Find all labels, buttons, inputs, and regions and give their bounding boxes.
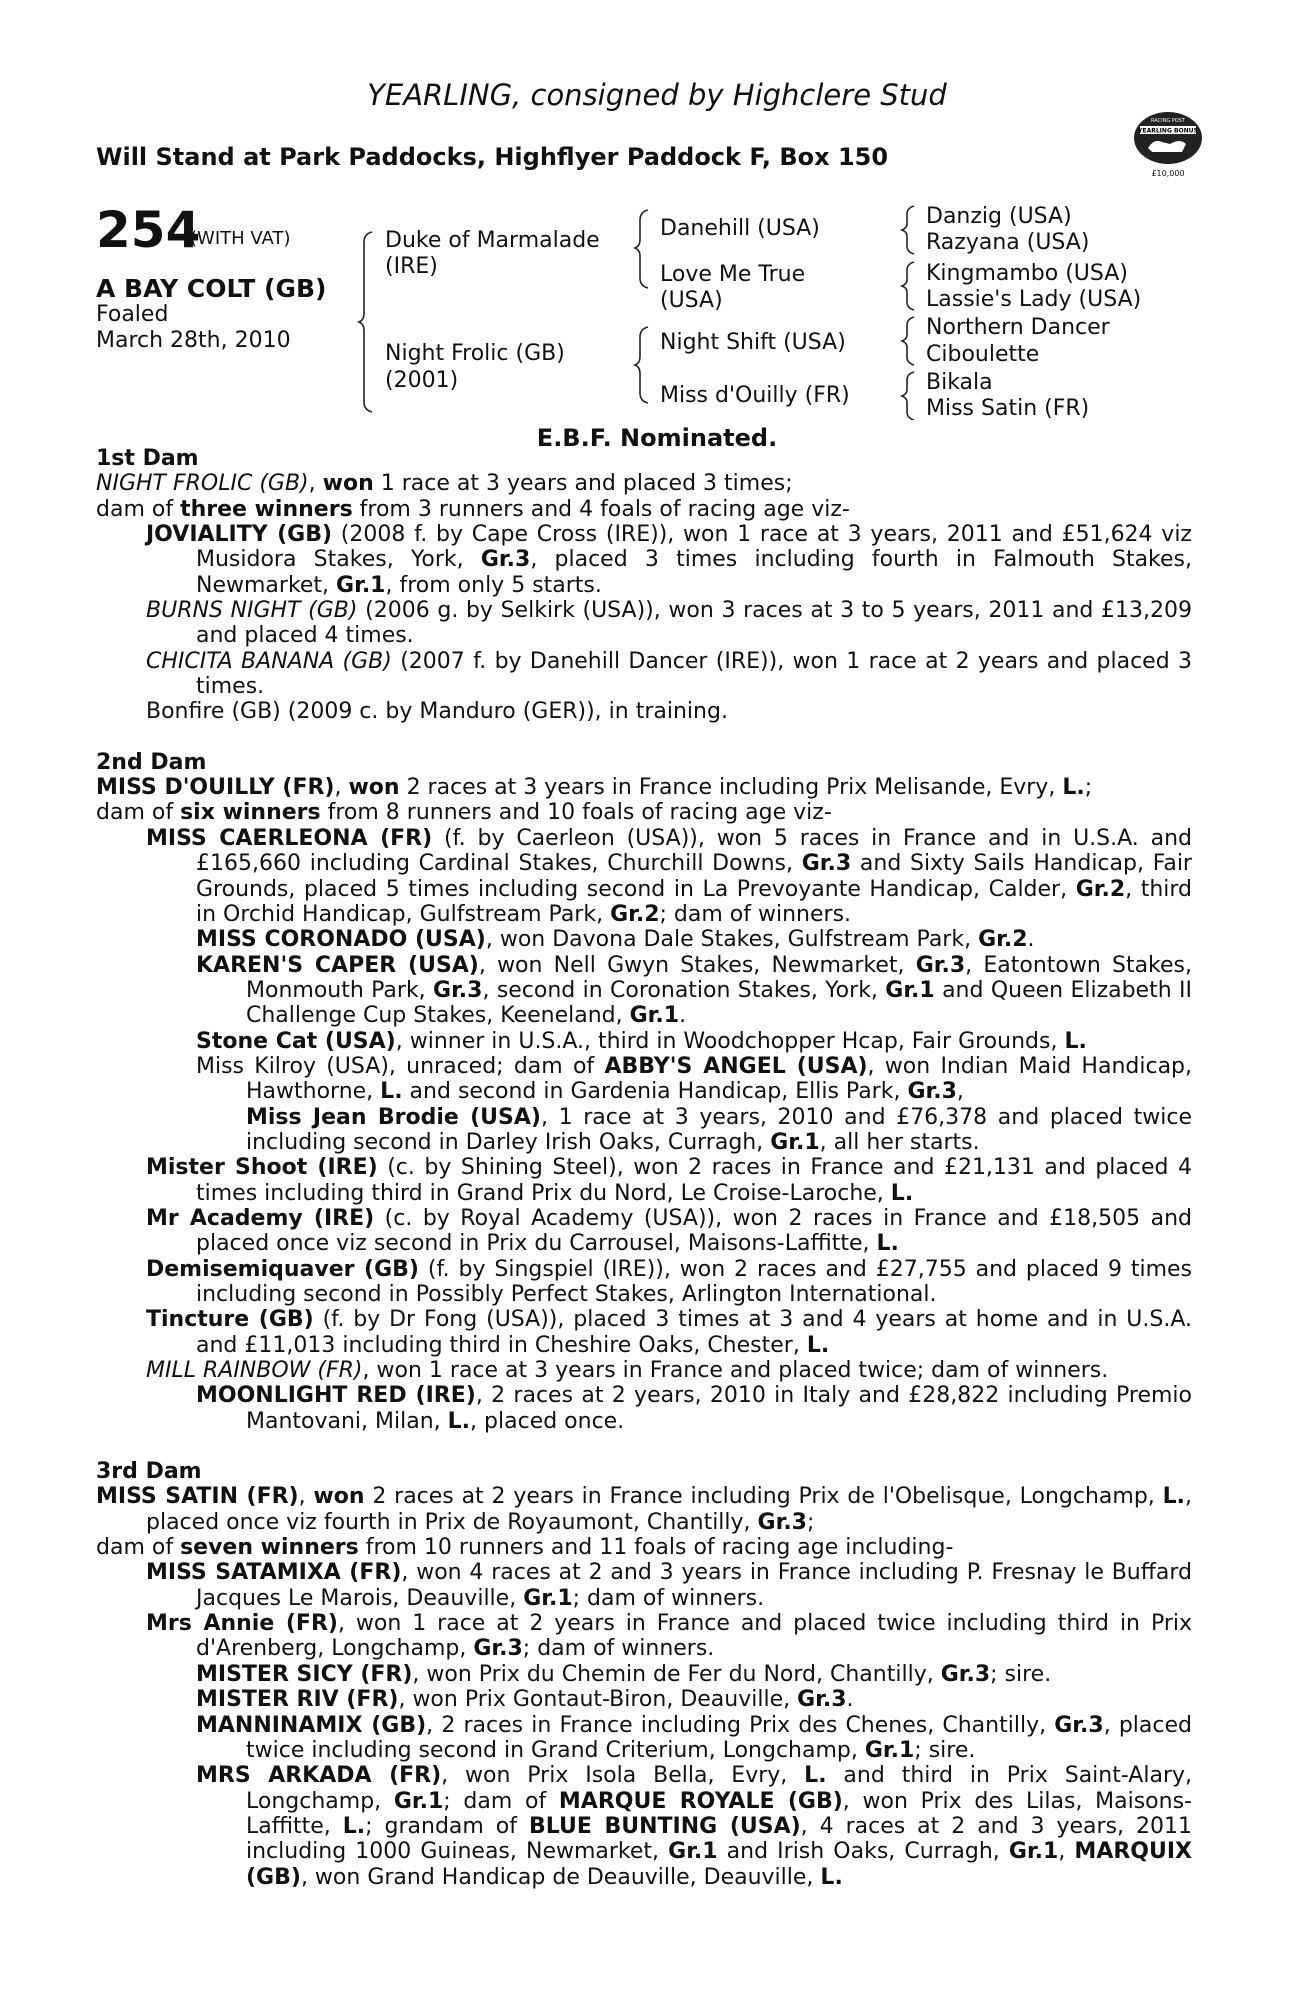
produce-miss-satamixa: MISS SATAMIXA (FR), won 4 races at 2 and 3 years in France including P. Fresnay le Buffard Jacques Le Marois, Deauville, Gr.1; dam of winners. <box>146 1560 1192 1611</box>
dds: Bikala <box>926 370 993 395</box>
produce-burns-night: BURNS NIGHT (GB) (2006 g. by Selkirk (USA)), won 3 races at 3 to 5 years, 2011 and £13,209 and placed 4 times. <box>146 598 1192 649</box>
lot-number: 254 <box>96 201 201 259</box>
produce-miss-coronado: MISS CORONADO (USA), won Davona Dale Stakes, Gulfstream Park, Gr.2. <box>196 927 1035 953</box>
first-dam-summary: dam of three winners from 3 runners and 4 foals of racing age viz- <box>96 496 850 522</box>
produce-moonlight-red: MOONLIGHT RED (IRE), 2 races at 2 years, 2010 in Italy and £28,822 including Premio Mantovani, Milan, L., placed once. <box>196 1383 1193 1434</box>
produce-mister-shoot: Mister Shoot (IRE) (c. by Shining Steel), won 2 races in France and £21,131 and placed 4 times including third in Grand Prix du Nord, Le Croise-Laroche, L. <box>146 1155 1192 1206</box>
sire-dam-country: (USA) <box>660 288 723 313</box>
produce-bonfire: Bonfire (GB) (2009 c. by Manduro (GER)), in training. <box>146 699 728 725</box>
produce-mrs-annie: Mrs Annie (FR), won 1 race at 2 years in France and placed twice including third in Prix d'Arenberg, Longchamp, Gr.3; dam of winners. <box>146 1611 1192 1662</box>
badge-middle-text: YEARLING BONUS <box>1138 127 1198 135</box>
produce-mr-academy: Mr Academy (IRE) (c. by Royal Academy (USA)), won 2 races in France and £18,505 and placed once viz second in Prix du Carrousel, Maisons-Laffitte, L. <box>146 1205 1193 1257</box>
produce-miss-jean-brodie: Miss Jean Brodie (USA), 1 race at 3 years, 2010 and £76,378 and placed twice including second in Darley Irish Oaks, Curragh, Gr.1, all her starts. <box>246 1104 1192 1155</box>
produce-stone-cat: Stone Cat (USA), winner in U.S.A., third in Woodchopper Hcap, Fair Grounds, L. <box>196 1028 1087 1054</box>
produce-miss-kilroy: Miss Kilroy (USA), unraced; dam of ABBY'S ANGEL (USA), won Indian Maid Handicap, Hawthorne, L. and second in Gardenia Handicap, Ellis Park, Gr.3, <box>196 1053 1193 1105</box>
foaled-date: March 28th, 2010 <box>96 328 291 353</box>
second-dam-summary: dam of six winners from 8 runners and 10 foals of racing age viz- <box>96 800 832 826</box>
third-dam-line: MISS SATIN (FR), won 2 races at 2 years in France including Prix de l'Obelisque, Longchamp, L., placed once viz fourth in Prix de Royaumont, Chantilly, Gr.3; <box>96 1484 1192 1535</box>
foaled-label: Foaled <box>96 302 169 327</box>
produce-mister-sicy: MISTER SICY (FR), won Prix du Chemin de Fer du Nord, Chantilly, Gr.3; sire. <box>196 1661 1052 1687</box>
produce-mill-rainbow: MILL RAINBOW (FR), won 1 race at 3 years in France and placed twice; dam of winners. <box>146 1358 1109 1384</box>
second-dam-line: MISS D'OUILLY (FR), won 2 races at 3 years in France including Prix Melisande, Evry, L.; <box>96 775 1093 801</box>
sire-sire: Danehill (USA) <box>660 216 820 241</box>
catalogue-body <box>96 446 1192 1890</box>
pedigree-braces <box>0 0 1314 420</box>
produce-mister-riv: MISTER RIV (FR), won Prix Gontaut-Biron, Deauville, Gr.3. <box>196 1687 854 1713</box>
third-dam-summary: dam of seven winners from 10 runners and 11 foals of racing age including- <box>96 1535 954 1561</box>
sire-country: (IRE) <box>385 254 438 279</box>
first-dam-line: NIGHT FROLIC (GB), won 1 race at 3 years and placed 3 times; <box>96 471 793 497</box>
badge-top-text: RACING POST <box>1151 118 1185 124</box>
ddd: Miss Satin (FR) <box>926 396 1090 421</box>
sire-name: Duke of Marmalade <box>385 228 600 253</box>
dsd: Ciboulette <box>926 342 1040 367</box>
dam-sire: Night Shift (USA) <box>660 330 846 355</box>
stand-location: Will Stand at Park Paddocks, Highflyer Paddock F, Box 150 <box>96 143 889 171</box>
lot-name: A BAY COLT (GB) <box>96 274 327 303</box>
produce-joviality: JOVIALITY (GB) (2008 f. by Cape Cross (IRE)), won 1 race at 3 years, 2011 and £51,624 viz Musidora Stakes, York, Gr.3, placed 3 times including fourth in Falmouth Stakes, Newmarket, Gr.1, from only 5 starts. <box>146 522 1193 598</box>
consigned-line: YEARLING, consigned by Highclere Stud <box>367 78 947 112</box>
sire-dam: Love Me True <box>660 262 806 287</box>
badge-bottom-text: £10,000 <box>1151 169 1185 178</box>
produce-mrs-arkada: MRS ARKADA (FR), won Prix Isola Bella, Evry, L. and third in Prix Saint-Alary, Longchamp, Gr.1; dam of MARQUE ROYALE (GB), won Prix des Lilas, Maisons-Laffitte, L.; grandam of BLUE BUNTING (USA), 4 races at 2 and 3 years, 2011 including 1000 Guineas, Newmarket, Gr.1 and Irish Oaks, Curragh, Gr.1, MARQUIX (GB), won Grand Handicap de Deauville, Deauville, L. <box>196 1763 1193 1890</box>
dam-dam: Miss d'Ouilly (FR) <box>660 383 850 408</box>
sdd: Lassie's Lady (USA) <box>926 287 1142 312</box>
ebf-nominated: E.B.F. Nominated. <box>536 424 778 452</box>
dam-year: (2001) <box>385 368 459 393</box>
sss: Danzig (USA) <box>926 204 1072 229</box>
sds: Kingmambo (USA) <box>926 261 1128 286</box>
section-1st-dam: 1st Dam <box>96 446 199 471</box>
produce-karens-caper: KAREN'S CAPER (USA), won Nell Gwyn Stakes, Newmarket, Gr.3, Eatontown Stakes, Monmouth Park, Gr.3, second in Coronation Stakes, York, Gr.1 and Queen Elizabeth II Challenge Cup Stakes, Keeneland, Gr.1. <box>196 952 1193 1029</box>
section-3rd-dam: 3rd Dam <box>96 1459 202 1485</box>
dss: Northern Dancer <box>926 315 1110 340</box>
produce-demisemiquaver: Demisemiquaver (GB) (f. by Singspiel (IRE)), won 2 races and £27,755 and placed 9 times including second in Possibly Perfect Stakes, Arlington International. <box>146 1256 1192 1307</box>
produce-tincture: Tincture (GB) (f. by Dr Fong (USA)), placed 3 times at 3 and 4 years at home and in U.S.A. and £11,013 including third in Cheshire Oaks, Chester, L. <box>146 1307 1192 1358</box>
produce-manninamix: MANNINAMIX (GB), 2 races in France including Prix des Chenes, Chantilly, Gr.3, placed twice including second in Grand Criterium, Longchamp, Gr.1; sire. <box>196 1712 1192 1763</box>
ssd: Razyana (USA) <box>926 230 1090 255</box>
produce-chicita-banana: CHICITA BANANA (GB) (2007 f. by Danehill Dancer (IRE)), won 1 race at 2 years and placed 3 times. <box>146 648 1192 700</box>
section-2nd-dam: 2nd Dam <box>96 749 207 775</box>
dam-name: Night Frolic (GB) <box>385 341 565 366</box>
vat-label: (WITH VAT) <box>190 228 291 249</box>
produce-miss-caerleona: MISS CAERLEONA (FR) (f. by Caerleon (USA)), won 5 races in France and in U.S.A. and £165,660 including Cardinal Stakes, Churchill Downs, Gr.3 and Sixty Sails Handicap, Fair Grounds, placed 5 times including second in La Prevoyante Handicap, Calder, Gr.2, third in Orchid Handicap, Gulfstream Park, Gr.2; dam of winners. <box>146 825 1193 927</box>
